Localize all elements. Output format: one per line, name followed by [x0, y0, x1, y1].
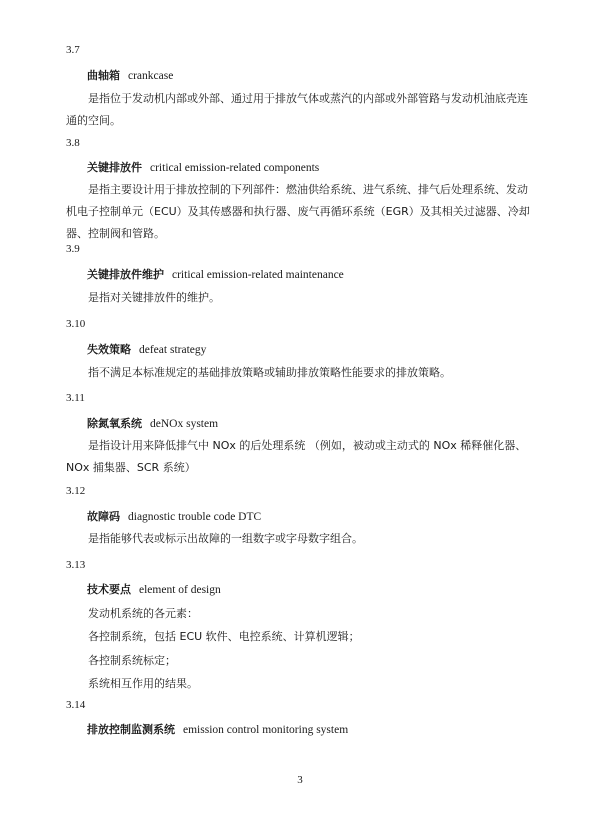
term-en: element of design [139, 584, 221, 596]
term-zh: 故障码 [87, 510, 120, 523]
definition-text: 是指对关键排放件的维护。 [88, 291, 220, 304]
section-number: 3.10 [66, 318, 86, 330]
design-element-line: 各控制系统，包括 ECU 软件、电控系统、计算机逻辑； [88, 630, 360, 643]
term-zh: 曲轴箱 [87, 69, 120, 82]
definition-text: 是指能够代表或标示出故障的一组数字或字母数字组合。 [88, 532, 363, 545]
definition-text: 是指主要设计用于排放控制的下列部件：燃油供给系统、进气系统、排气后处理系统、发动机电子控制单元（ECU）及其传感器和执行器、废气再循环系统（EGR）及其相关过滤器、冷却器、控制阀和管路。 [66, 183, 530, 240]
term-zh: 除氮氧系统 [87, 417, 142, 430]
section-number: 3.7 [66, 44, 80, 56]
term-en: deNOx system [150, 418, 219, 430]
section-number: 3.9 [66, 243, 80, 255]
term-en: crankcase [128, 70, 174, 82]
section-number: 3.8 [66, 137, 80, 149]
term-heading [87, 721, 348, 737]
term-en: critical emission-related maintenance [172, 269, 344, 281]
term-zh: 排放控制监测系统 [87, 723, 175, 736]
page-number: 3 [297, 774, 303, 786]
design-element-line: 各控制系统标定； [88, 654, 176, 667]
term-en: defeat strategy [139, 344, 207, 356]
definition-text: 是指位于发动机内部或外部、通过用于排放气体或蒸汽的内部或外部管路与发动机油底壳连通的空间。 [66, 92, 528, 127]
definition-text: 指不满足本标准规定的基础排放策略或辅助排放策略性能要求的排放策略。 [88, 366, 451, 379]
term-heading [87, 67, 173, 83]
term-heading [87, 508, 261, 524]
term-heading [87, 415, 218, 431]
term-heading [87, 266, 344, 282]
term-zh: 关键排放件 [87, 161, 142, 174]
term-heading [87, 159, 319, 175]
section-number: 3.13 [66, 559, 86, 571]
term-heading [87, 341, 206, 357]
term-en: critical emission-related components [150, 162, 320, 174]
term-zh: 失效策略 [87, 343, 131, 356]
term-zh: 关键排放件维护 [87, 268, 164, 281]
term-zh: 技术要点 [87, 583, 131, 596]
design-element-line: 系统相互作用的结果。 [88, 677, 198, 690]
term-en: emission control monitoring system [183, 724, 349, 736]
section-number: 3.11 [66, 392, 85, 404]
definition-text: 是指设计用来降低排气中 NOx 的后处理系统 （例如，被动或主动式的 NOx 稀释催化器、NOx 捕集器、SCR 系统） [66, 439, 527, 474]
design-element-line: 发动机系统的各元素： [88, 607, 198, 620]
term-en: diagnostic trouble code DTC [128, 511, 262, 523]
section-number: 3.14 [66, 699, 86, 711]
section-number: 3.12 [66, 485, 86, 497]
term-heading [87, 581, 221, 597]
